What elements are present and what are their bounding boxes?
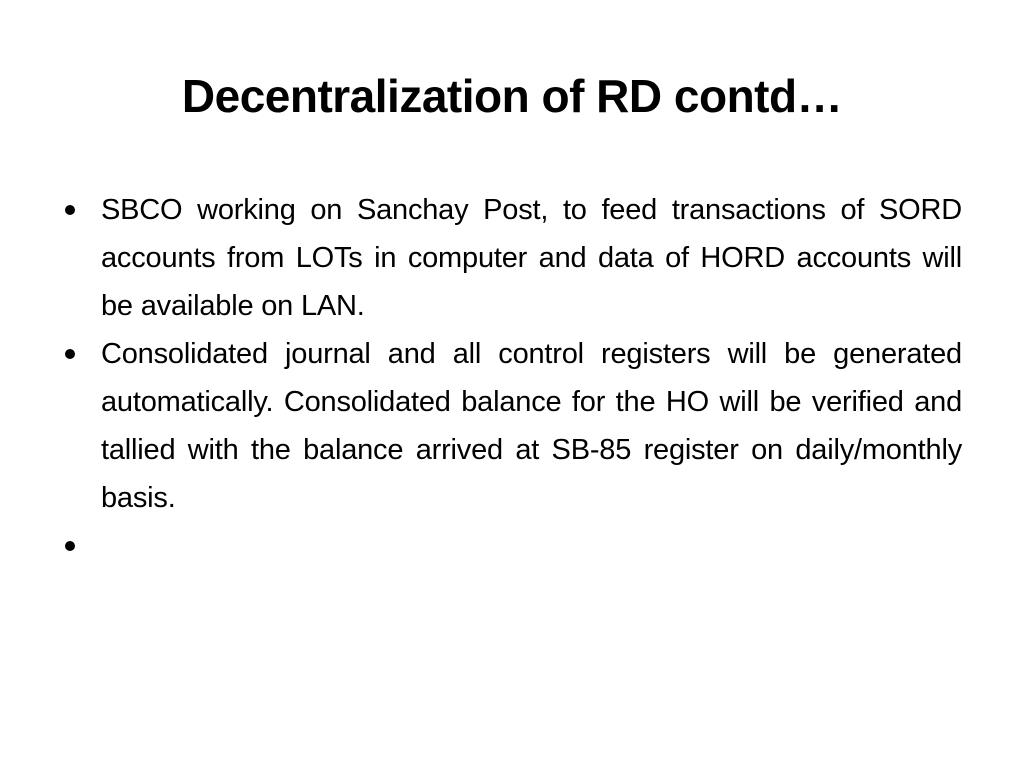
bullet-list (60, 186, 962, 570)
bullet-dot-icon (65, 541, 75, 551)
bullet-item (60, 330, 962, 522)
slide-title: Decentralization of RD contd… (181, 70, 843, 122)
bullet-text: SBCO working on Sanchay Post, to feed transactions of SORD accounts from LOTs in computer and data of HORD accounts will be available on LAN. (101, 194, 962, 322)
bullet-dot-icon (65, 349, 75, 359)
bullet-item (60, 186, 962, 330)
bullet-text: Consolidated journal and all control registers will be generated automatically. Consolidated balance for the HO will be verified and tallied with the balance arrived at SB-85 register on daily/monthly basis. (101, 338, 962, 514)
bullet-item-empty (60, 522, 962, 570)
bullet-dot-icon (65, 205, 75, 215)
